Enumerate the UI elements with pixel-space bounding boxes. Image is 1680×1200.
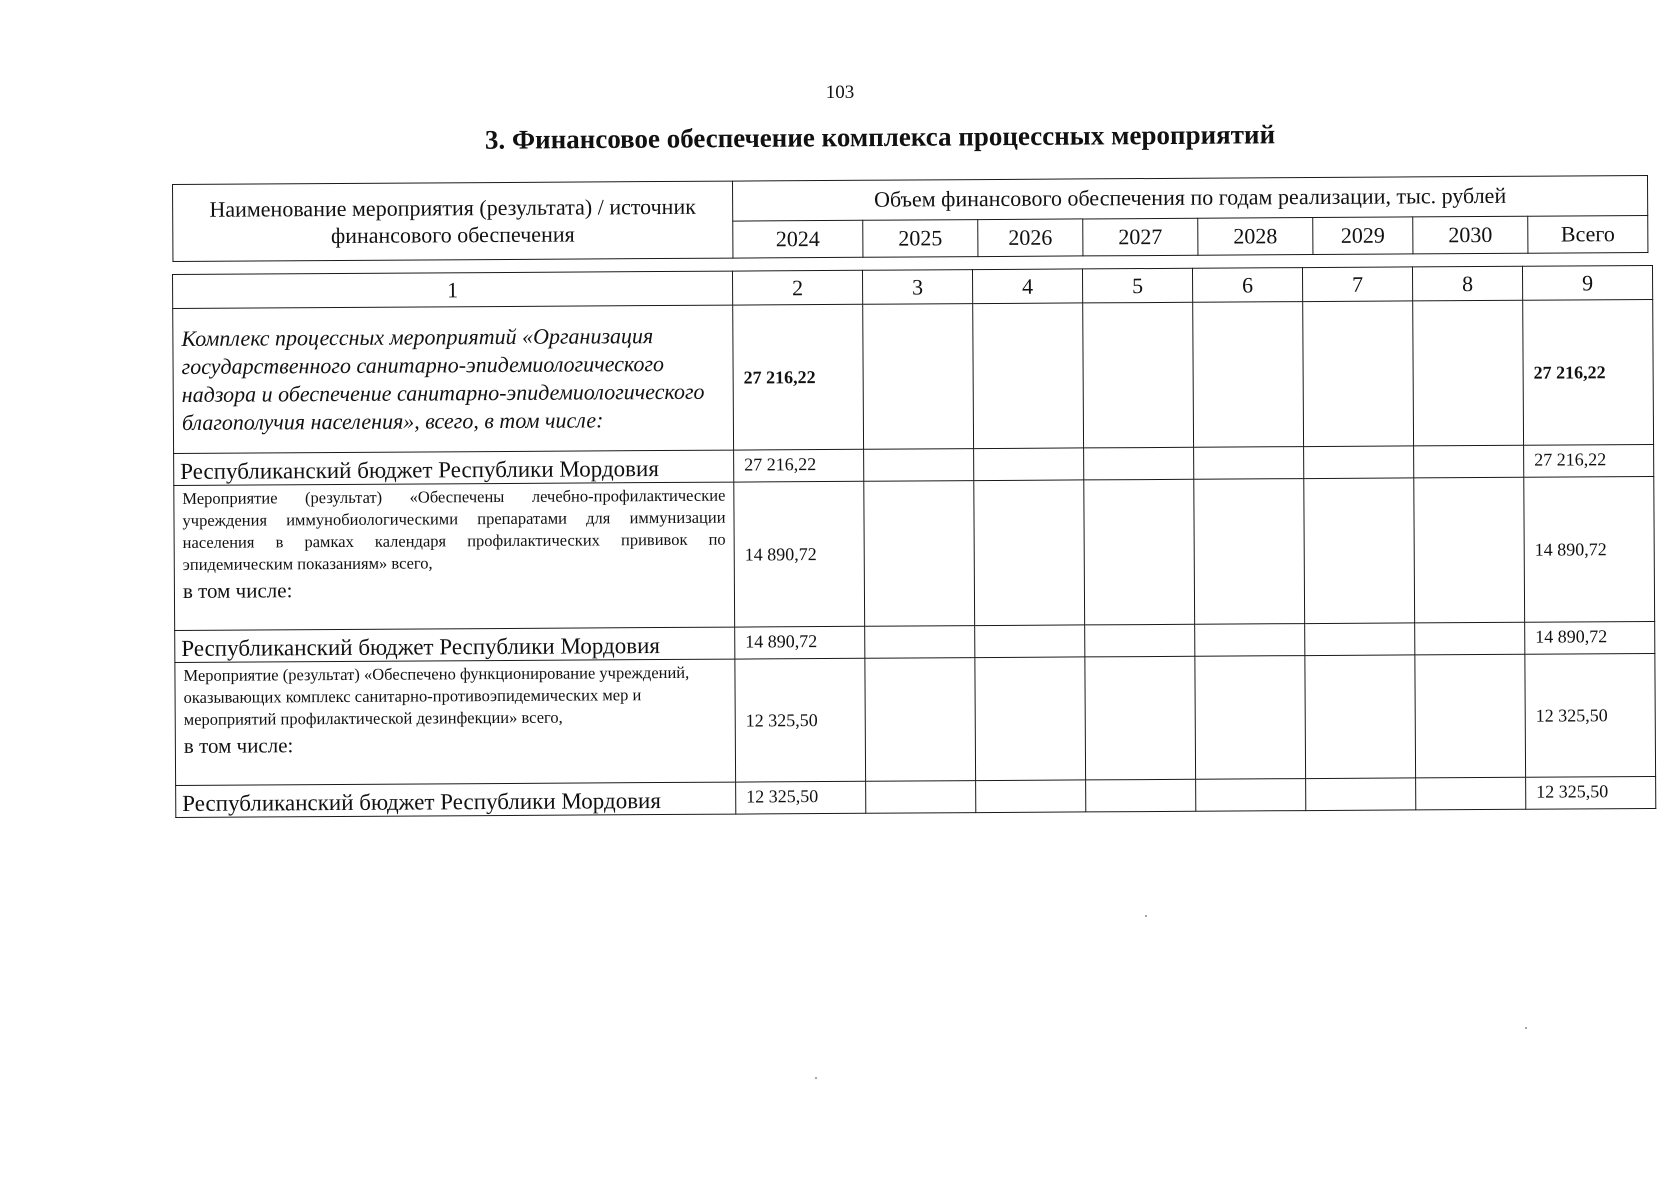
measure-name [174, 482, 735, 630]
empty-cell [1415, 622, 1525, 655]
year-header: 2030 [1413, 216, 1528, 254]
total-header: Всего [1528, 215, 1648, 253]
empty-cell [1084, 447, 1194, 480]
table-row [174, 476, 1655, 630]
empty-cell [1195, 656, 1306, 780]
table-row [173, 299, 1654, 453]
year-header: 2027 [1083, 218, 1198, 256]
year-header: 2026 [978, 218, 1083, 256]
measure-text: Мероприятие (результат) «Обеспечено функционирование учреждений, оказывающих комплекс санитарно-противоэпидемических мер и мероприятий профилактической дезинфекции» всего, [183, 662, 690, 729]
year-header: 2029 [1313, 216, 1413, 254]
empty-cell [1303, 301, 1414, 447]
column-number: 1 [173, 271, 733, 308]
empty-cell [1416, 777, 1526, 810]
value-total: 14 890,72 [1525, 621, 1655, 654]
empty-cell [864, 449, 974, 482]
empty-cell [976, 780, 1086, 813]
budget-source: Республиканский бюджет Республики Мордовия [174, 450, 734, 485]
budget-source: Республиканский бюджет Республики Мордовия [175, 627, 735, 662]
measure-text: Мероприятие (результат) «Обеспечены лечебно-профилактические учреждения иммунобиологическими препаратами для иммунизации населения в рамках календаря профилактических прививок по эпидемическим показаниям» всего, [182, 485, 726, 574]
empty-cell [1086, 779, 1196, 812]
empty-cell [1193, 302, 1304, 448]
value-2024: 12 325,50 [736, 781, 866, 814]
empty-cell [974, 480, 1085, 626]
empty-cell [863, 304, 974, 450]
including-label: в том числе: [182, 578, 293, 603]
empty-cell [865, 658, 976, 782]
empty-cell [1304, 478, 1415, 624]
scan-speck [815, 1077, 817, 1079]
empty-cell [1196, 779, 1306, 812]
empty-cell [1085, 656, 1196, 780]
year-header: 2028 [1198, 217, 1313, 255]
value-total: 27 216,22 [1523, 299, 1654, 445]
empty-cell [975, 625, 1085, 658]
empty-cell [1195, 624, 1305, 657]
column-number: 8 [1412, 266, 1522, 301]
empty-cell [1414, 477, 1525, 623]
empty-cell [1305, 623, 1415, 656]
empty-cell [1415, 654, 1526, 778]
column-number: 7 [1302, 267, 1412, 302]
complex-name: Комплекс процессных мероприятий «Организация государственного санитарно-эпидемиологического надзора и обеспечение санитарно-эпидемиологического благополучия населения», всего, в том числе: [173, 305, 734, 453]
measure-name [175, 659, 736, 785]
column-number: 6 [1192, 268, 1302, 303]
value-total: 12 325,50 [1526, 776, 1656, 809]
empty-cell [1085, 624, 1195, 657]
column-number: 4 [972, 269, 1082, 304]
empty-cell [1194, 479, 1305, 625]
scan-speck [1145, 915, 1147, 917]
value-total: 12 325,50 [1525, 653, 1656, 777]
value-2024: 14 890,72 [735, 626, 865, 659]
empty-cell [866, 781, 976, 814]
empty-cell [975, 657, 1086, 781]
including-label: в том числе: [183, 733, 294, 758]
value-2024: 14 890,72 [734, 481, 865, 627]
value-2024: 27 216,22 [734, 449, 864, 482]
year-header: 2025 [863, 219, 978, 257]
empty-cell [1305, 655, 1416, 779]
section-title: 3. Финансовое обеспечение комплекса процессных мероприятий [484, 119, 1276, 155]
table-header [172, 175, 1648, 262]
value-2024: 12 325,50 [735, 658, 866, 782]
scan-speck [1525, 1027, 1527, 1029]
budget-source: Республиканский бюджет Республики Мордовия [176, 782, 736, 817]
column-number: 5 [1082, 268, 1192, 303]
table-body [172, 265, 1656, 818]
empty-cell [1413, 300, 1524, 446]
table-row [175, 653, 1656, 785]
page-number: 103 [825, 82, 855, 103]
empty-cell [1194, 447, 1304, 480]
empty-cell [864, 481, 975, 627]
name-column-header: Наименование мероприятия (результата) / источник финансового обеспечения [173, 181, 733, 261]
column-number: 9 [1522, 265, 1652, 300]
value-total: 27 216,22 [1524, 444, 1654, 477]
column-number: 3 [862, 270, 972, 305]
empty-cell [1414, 445, 1524, 478]
column-number: 2 [732, 270, 862, 305]
empty-cell [1084, 479, 1195, 625]
empty-cell [973, 303, 1084, 449]
empty-cell [1306, 778, 1416, 811]
empty-cell [1304, 446, 1414, 479]
empty-cell [974, 448, 1084, 481]
value-2024: 27 216,22 [733, 304, 864, 450]
empty-cell [1083, 302, 1194, 448]
value-total: 14 890,72 [1524, 476, 1655, 622]
year-header: 2024 [733, 220, 863, 258]
funding-group-header: Объем финансового обеспечения по годам реализации, тыс. рублей [732, 175, 1647, 220]
empty-cell [865, 626, 975, 659]
